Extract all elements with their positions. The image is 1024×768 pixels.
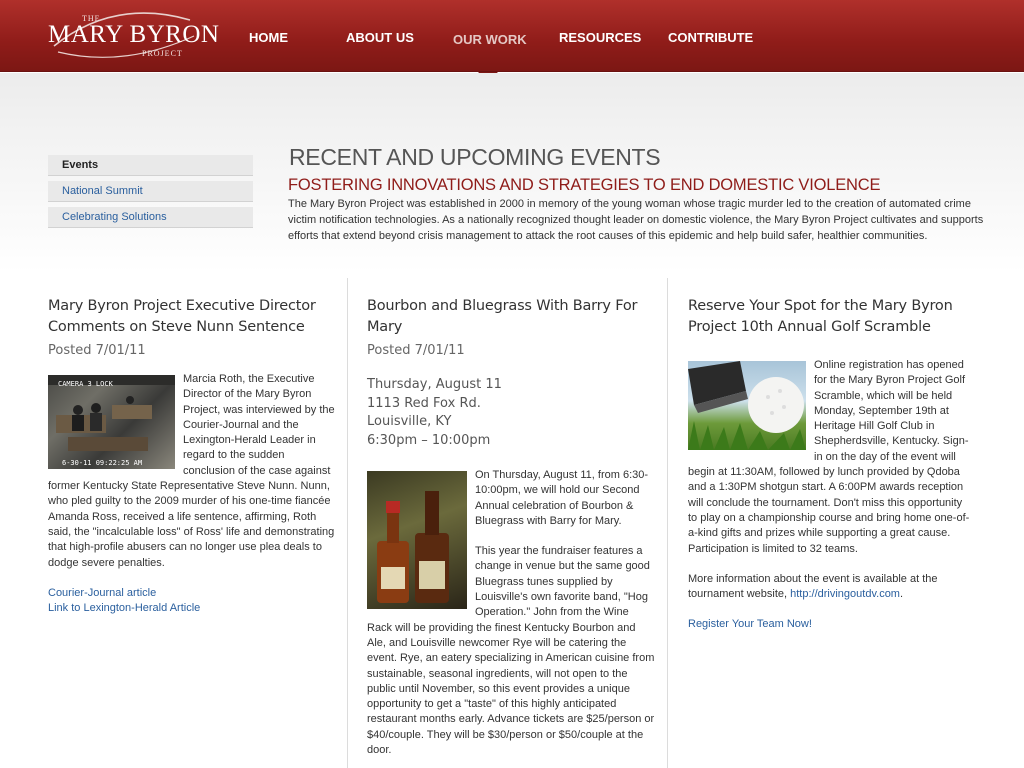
courier-journal-link[interactable]: Courier-Journal article (48, 586, 157, 599)
sidebar-item-national-summit[interactable]: National Summit (48, 181, 253, 202)
camera-caption-top: CAMERA 3 LOCK (58, 380, 113, 388)
page-subtitle: FOSTERING INNOVATIONS AND STRATEGIES TO END DOMESTIC VIOLENCE (288, 176, 881, 194)
event-paragraph-1: On Thursday, August 11, from 6:30-10:00pm, we will hold our Second Annual celebration of Bourbon & Bluegrass with Barry for Mary. (475, 469, 649, 527)
golf-ball-icon (688, 361, 806, 450)
courtroom-photo (48, 375, 175, 469)
golf-paragraph-2-text: More information about the event is available at the tournament website, (688, 572, 938, 601)
golf-paragraph-1: Online registration has opened for the Mary Byron Project Golf Scramble, which will be held Monday, September 19th at Heritage Hill Golf Club in Shepherdsville, Kentucky. Sign-in on the day of the event will begin at 11:30AM, followed by lunch provided by Qdoba and a 1:30PM shotgun start. A 6:00PM awards reception will conclude the tournament. Don't miss this opportunity to play on a championship course and bring home one-of-a-kind gifts and prizes while supporting a great cause. Participation is limited to 32 teams. (688, 359, 970, 555)
nav-resources[interactable]: RESOURCES (559, 30, 642, 45)
event-paragraph-2: This year the fundraiser features a change in venue but the same good Bluegrass tunes supplied by Louisville's own favorite band, "Hog Operation." John from the Wine Rack will be providing the finest Kentucky Bourbon and Ale, and Louisville newcomer Rye will be catering the event. Rye, an eatery specializing in American cuisine from sustainable, seasonal ingredients, will not open to the public until November, so this event provides a unique opportunity to get a "taste" of this highly anticipated restaurant months early. Advance tickets are $25/person or $40/couple. They will be $30/person or $50/couple at the door. (367, 545, 655, 757)
register-team-link[interactable]: Register Your Team Now! (688, 618, 812, 631)
article-posted-date: Posted 7/01/11 (48, 343, 146, 358)
event-details (367, 376, 655, 450)
event-address: 1113 Red Fox Rd. (367, 395, 481, 411)
logo-project-text: PROJECT (142, 49, 183, 58)
event-city: Louisville, KY (367, 414, 452, 429)
event-date: Thursday, August 11 (367, 377, 502, 392)
nav-home[interactable]: HOME (249, 30, 288, 45)
logo-name-text: MARY BYRON (48, 21, 220, 48)
lexington-herald-link[interactable]: Link to Lexington-Herald Article (48, 602, 201, 615)
column-divider (347, 278, 348, 768)
page-title: RECENT AND UPCOMING EVENTS (289, 144, 661, 170)
bourbon-bottle-icon (367, 471, 467, 609)
golf-ball-photo (688, 361, 806, 450)
golf-paragraph-2-suffix: . (899, 588, 904, 601)
bourbon-bottles-photo (367, 471, 467, 609)
news-column-golf (688, 296, 970, 633)
logo-the-text: THE (82, 14, 101, 23)
intro-paragraph: The Mary Byron Project was established in 2000 in memory of the young woman whose tragic murder led to the creation of automated crime victim notification technologies. As a nationally recognized thought leader on domestic violence, the Mary Byron Project cultivates and supports efforts that extend beyond crisis management to attack the root causes of this epidemic and help build safer, healthier communities. (288, 198, 984, 242)
column-divider (667, 278, 668, 768)
sidebar-item-events[interactable]: Events (48, 155, 253, 176)
news-column-bourbon (367, 296, 655, 768)
event-time: 6:30pm – 10:00pm (367, 432, 491, 448)
article-posted-date: Posted 7/01/11 (367, 343, 465, 358)
sidebar-item-celebrating-solutions[interactable]: Celebrating Solutions (48, 207, 253, 228)
news-column-nunn (48, 296, 336, 616)
camera-caption-bottom: 6-30-11 09:22:25 AM (62, 459, 143, 467)
site-header (0, 0, 1024, 72)
article-title[interactable]: Bourbon and Bluegrass With Barry For Mary (367, 298, 638, 335)
site-logo[interactable] (44, 6, 220, 64)
article-title[interactable]: Reserve Your Spot for the Mary Byron Project 10th Annual Golf Scramble (688, 298, 953, 335)
golf-paragraph-2 (688, 572, 970, 603)
nav-contribute[interactable]: CONTRIBUTE (668, 30, 754, 45)
article-title[interactable]: Mary Byron Project Executive Director Comments on Steve Nunn Sentence (48, 298, 316, 335)
article-body: Marcia Roth, the Executive Director of the Mary Byron Project, was interviewed by the Courier-Journal and the Lexington-Herald Leader in regard to the sudden conclusion of the case against former Kentucky State Representative Steve Nunn. Nunn, who pled guilty to the 2009 murder of his one-time fiancée Amanda Ross, received a life sentence, affirming, Roth said, the "incalculable loss" of Ross' life and demonstrating that high-profile abusers can no longer use plea deals to dodge severe penalties. (48, 373, 335, 569)
drivingoutdv-link[interactable]: http://drivingoutdv.com (790, 588, 900, 601)
nav-about-us[interactable]: ABOUT US (346, 30, 414, 45)
nav-our-work[interactable]: OUR WORK (453, 32, 527, 47)
